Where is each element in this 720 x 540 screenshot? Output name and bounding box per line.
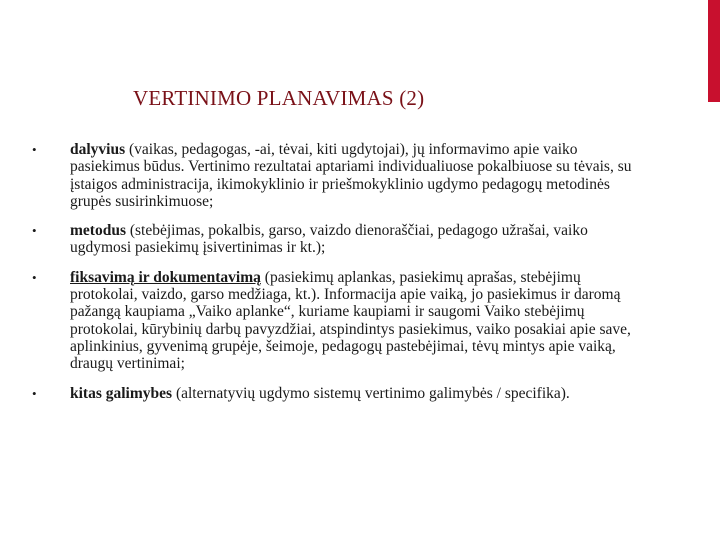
bullet-icon: • bbox=[32, 385, 37, 401]
page-title: VERTINIMO PLANAVIMAS (2) bbox=[133, 86, 425, 110]
item-text: (pasiekimų aplankas, pasiekimų aprašas, stebėjimų protokolai, vaizdo, garso medžiaga, kt.). Informacija apie vaiką, jo pasiekimus ir daromą pažangą kaupiama „Vaiko aplanke“, kuriame kaupiami ir saugomi Vaiko stebėjimų protokolai, kūrybinių darbų pavyzdžiai, atspindintys pasiekimus, vaiko posakiai apie save, aplinkinius, gyvenimą grupėje, šeimoje, pedagogų pastebėjimai, tėvų mintys apie vaiką, draugų vertinimai; bbox=[70, 268, 631, 373]
bullet-list bbox=[32, 141, 632, 414]
list-item bbox=[32, 269, 632, 373]
bullet-icon: • bbox=[32, 142, 37, 157]
item-text: (alternatyvių ugdymo sistemų vertinimo galimybės / specifika). bbox=[172, 384, 570, 402]
bullet-icon: • bbox=[32, 223, 37, 239]
bullet-icon: • bbox=[32, 269, 37, 285]
item-term: dalyvius bbox=[70, 141, 126, 158]
list-item bbox=[32, 141, 632, 210]
item-term: metodus bbox=[70, 222, 126, 240]
list-item bbox=[32, 222, 632, 257]
accent-bar bbox=[708, 0, 720, 102]
item-text: (stebėjimas, pokalbis, garso, vaizdo dienoraščiai, pedagogo užrašai, vaiko ugdymosi pasiekimų įsivertinimas ir kt.); bbox=[70, 222, 588, 257]
list-item bbox=[32, 385, 632, 402]
item-term: fiksavimą ir dokumentavimą bbox=[70, 268, 261, 286]
item-text: (vaikas, pedagogas, -ai, tėvai, kiti ugdytojai), jų informavimo apie vaiko pasiekimus būdus. Vertinimo rezultatai aptariami individualiuose pokalbiuose su tėvais, su įstaigos administracija, ikimokyklinio ir priešmokyklinio ugdymo pedagogų metodinės grupės susirinkimuose; bbox=[70, 141, 632, 210]
item-term: kitas galimybes bbox=[70, 384, 173, 402]
